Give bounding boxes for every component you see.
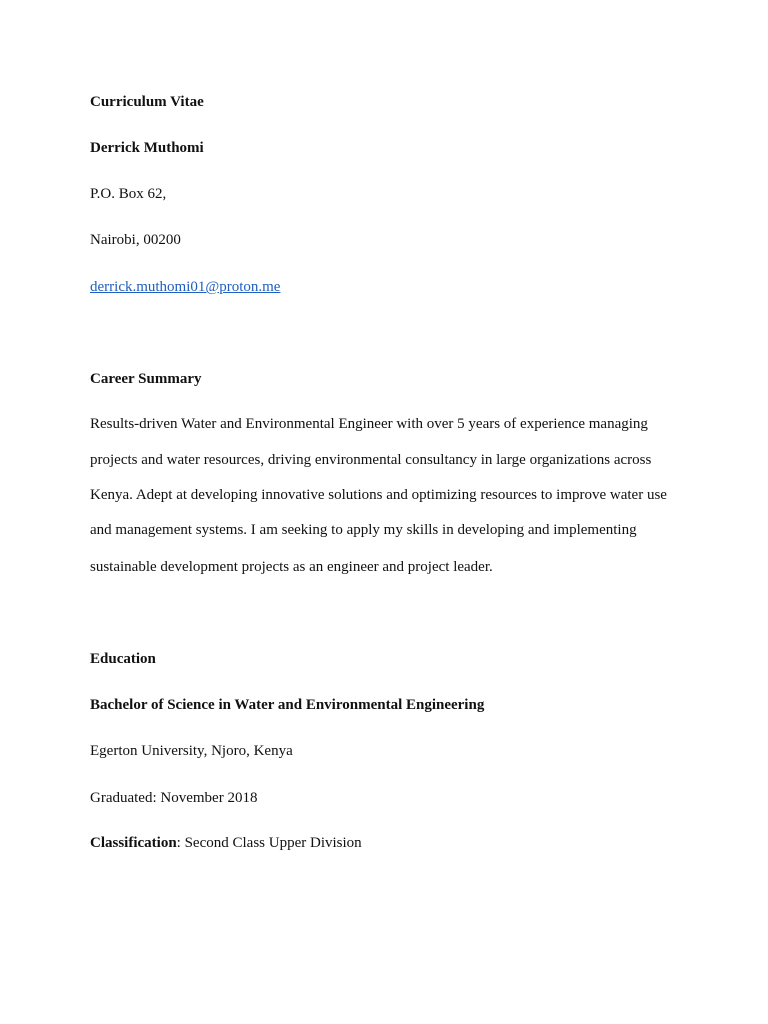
document-title: Curriculum Vitae: [90, 94, 204, 110]
address-line-1: P.O. Box 62,: [90, 186, 167, 202]
classification-value: : Second Class Upper Division: [176, 835, 362, 851]
career-summary-heading: Career Summary: [90, 371, 202, 387]
classification-label: Classification: [90, 835, 177, 851]
career-summary-line: Kenya. Adept at developing innovative solutions and optimizing resources to improve water use: [90, 487, 667, 503]
address-line-2: Nairobi, 00200: [90, 232, 181, 248]
classification: [90, 834, 362, 852]
career-summary-line: projects and water resources, driving environmental consultancy in large organizations across: [90, 452, 652, 468]
career-summary-line: and management systems. I am seeking to apply my skills in developing and implementing: [90, 522, 637, 538]
email-link[interactable]: derrick.muthomi01@proton.me: [90, 279, 281, 295]
institution: Egerton University, Njoro, Kenya: [90, 743, 293, 759]
candidate-name: Derrick Muthomi: [90, 140, 204, 156]
graduation-date: Graduated: November 2018: [90, 790, 258, 806]
career-summary-line: sustainable development projects as an engineer and project leader.: [90, 559, 493, 575]
education-heading: Education: [90, 651, 156, 667]
degree-title: Bachelor of Science in Water and Environmental Engineering: [90, 697, 485, 713]
career-summary-line: Results-driven Water and Environmental Engineer with over 5 years of experience managing: [90, 416, 648, 432]
